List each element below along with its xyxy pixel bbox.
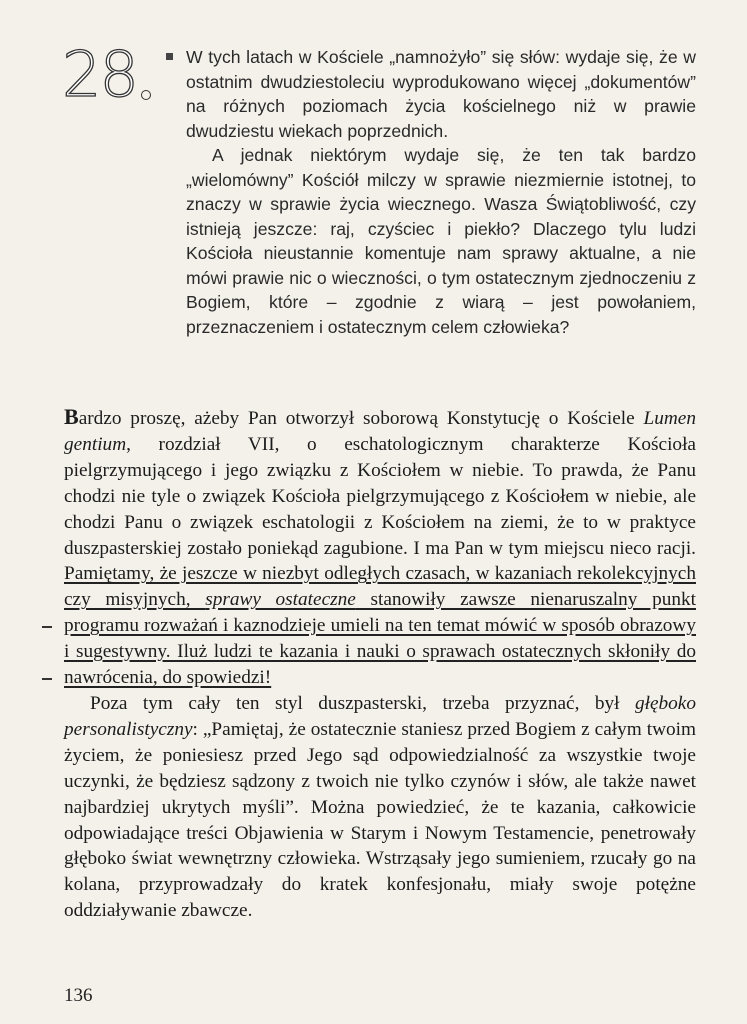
chapter-number-dot-icon [141,90,151,100]
chapter-number: 28 [62,44,151,106]
question-paragraph-1: W tych latach w Kościele „namnożyło” się słów: wydaje się, że w ostatnim dwudziestoleciu wyprodukowano więcej „dokumentów” na różnych poziomach życia kościelnego niż w prawie dwudziestu wiekach poprzednich. [186,45,696,143]
margin-mark [42,626,52,628]
underlined-passage: Pamiętamy, że jeszcze w niezbyt odległych czasach, w kazaniach rekolekcyjnych czy misyjnych, sprawy ostateczne stanowiły zawsze nienaruszalny punkt programu rozważań i kaznodzieje umieli na ten temat mówić w sposób obrazowy i sugestywny. Iluż ludzi te kazania i nauki o sprawach ostatecznych skłoniły do nawrócenia, do spowiedzi! [64,563,696,689]
question-paragraph-2: A jednak niektórym wydaje się, że ten tak bardzo „wielomówny” Kościół milczy w sprawie niezmiernie istotnej, to znaczy w sprawie życia wiecznego. Wasza Świątobliwość, czy istnieją jeszcze: raj, czyściec i piekło? Dlaczego tylu ludzi Kościoła nieustannie komentuje nam sprawy aktualne, a nie mówi prawie nic o wieczności, o tym ostatecznym zjednoczeniu z Bogiem, które – zgodnie z wiarą – jest powołaniem, przeznaczeniem i ostatecznym celem człowieka? [186,145,696,337]
drop-cap: B [64,404,79,429]
answer-block [64,404,696,924]
italic-title: Lumen gentium [64,408,696,455]
question-block [186,45,696,339]
answer-paragraph-2: Poza tym cały ten styl duszpasterski, trzeba przyznać, był głęboko personalistyczny: „Pamiętaj, że ostatecznie staniesz przed Bogiem z całym twoim życiem, że poniesiesz przed Jego sąd odpowiedzialność za wszystkie twoje uczynki, że będziesz sądzony z twoich nie tylko czynów i słów, ale także nawet najbardziej ukrytych myśli”. Można powiedzieć, że te kazania, całkowicie odpowiadające treści Objawienia w Starym i Nowym Testamencie, penetrowały głęboko świat wewnętrzny człowieka. Wstrząsały jego sumieniem, rzucały go na kolana, przyprowadzały do kratek konfesjonału, miały swoje potężne oddziaływanie zbawcze. [64,692,696,922]
margin-mark [42,678,52,680]
square-bullet-icon [166,53,173,60]
italic-phrase: głęboko personalistyczny [64,692,696,740]
page-number: 136 [64,985,93,1006]
answer-paragraph-1: Bardzo proszę, ażeby Pan otworzył soborową Konstytucję o Kościele Lumen gentium, rozdział VII, o eschatologicznym charakterze Kościoła pielgrzymującego i jego związku z Kościołem w niebie. To prawda, że Panu chodzi nie tyle o związek Kościoła pielgrzymującego z Kościołem w niebie, ale chodzi Panu o związek eschatologii z Kościołem na ziemi, że to w praktyce duszpasterskiej zostało poniekąd zagubione. I ma Pan w tym miejscu nieco racji. Pamiętamy, że jeszcze w niezbyt odległych czasach, w kazaniach rekolekcyjnych czy misyjnych, sprawy ostateczne stanowiły zawsze nienaruszalny punkt programu rozważań i kaznodzieje umieli na ten temat mówić w sposób obrazowy i sugestywny. Iluż ludzi te kazania i nauki o sprawach ostatecznych skłoniły do nawrócenia, do spowiedzi! [64,404,696,689]
